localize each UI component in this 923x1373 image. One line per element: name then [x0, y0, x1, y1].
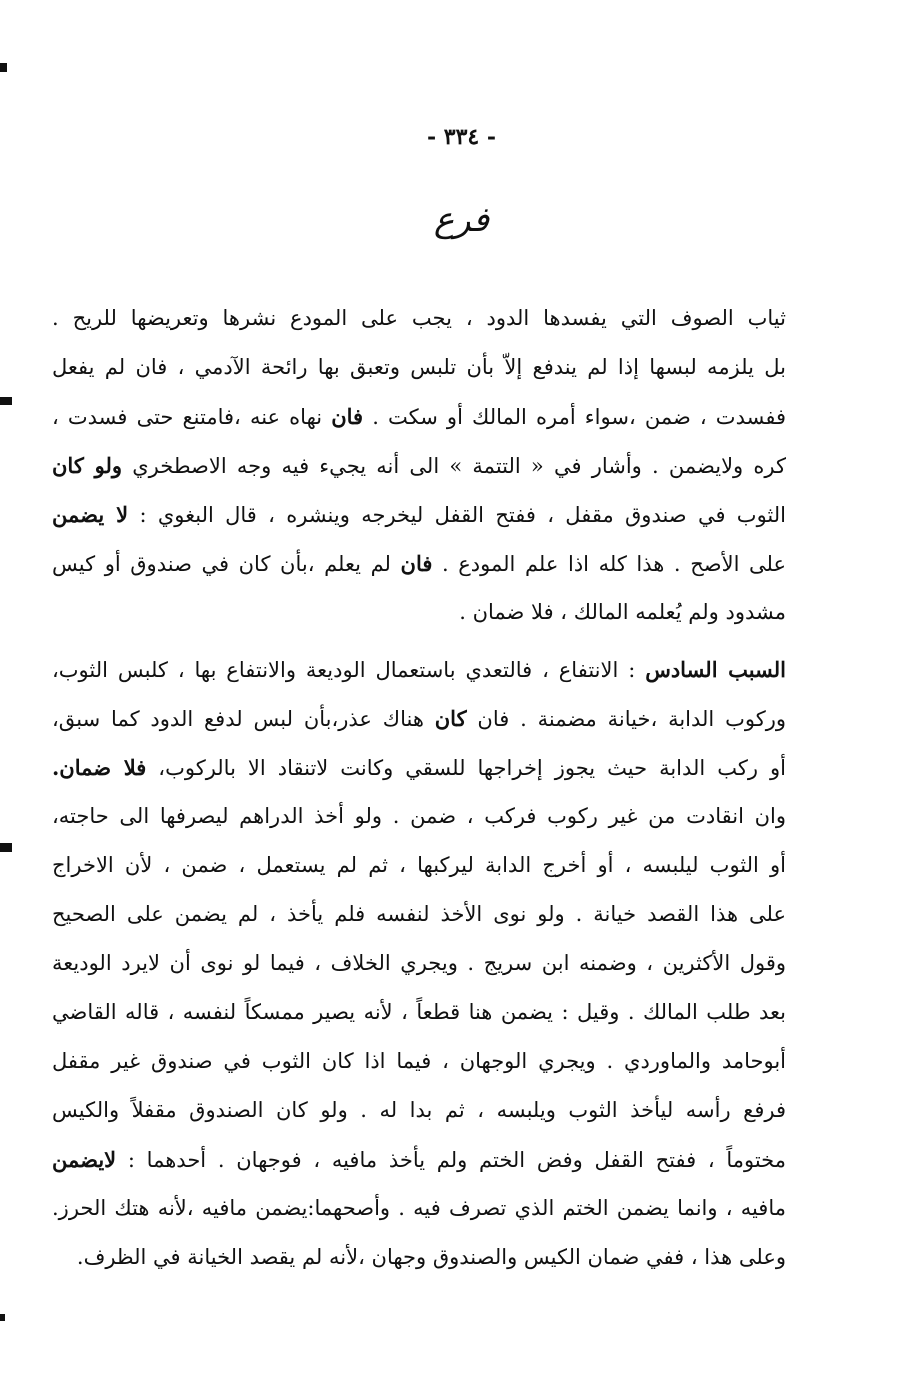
text-run: الثوب في صندوق مقفل ، ففتح القفل ليخرجه وينشره ، قال البغوي :	[128, 503, 786, 527]
text-run: بعد طلب المالك . وقيل : يضمن هنا قطعاً ، لأنه يصير ممسكاً لنفسه ، قاله القاضي	[52, 1000, 786, 1024]
text-run: أبوحامد والماوردي . ويجري الوجهان ، فيما اذا كان الثوب في صندوق غير مقفل	[52, 1049, 786, 1073]
text-line	[52, 792, 786, 841]
text-run: على الأصح . هذا كله اذا علم المودع .	[432, 552, 786, 576]
text-run: ففسدت ، ضمن ،سواء أمره المالك أو سكت .	[363, 405, 786, 429]
text-line	[52, 490, 786, 539]
text-run: فرفع رأسه ليأخذ الثوب ويلبسه ، ثم بدا له . ولو كان الصندوق مقفلاً والكيس	[52, 1098, 786, 1122]
text-line	[52, 988, 786, 1037]
text-line	[52, 588, 786, 637]
page-number: - ٣٣٤ -	[426, 124, 497, 150]
text-line	[52, 441, 786, 490]
text-run: وان انقادت من غير ركوب فركب ، ضمن . ولو أخذ الدراهم ليصرفها الى حاجته،	[52, 804, 786, 828]
text-run: كره ولايضمن . وأشار في « التتمة » الى أنه يجيء فيه وجه الاصطخري	[122, 454, 786, 478]
text-run: أو الثوب ليلبسه ، أو أخرج الدابة ليركبها ، ثم لم يستعمل ، ضمن ، لأن الاخراج	[52, 853, 786, 877]
text-line	[52, 1086, 786, 1135]
text-line	[52, 1233, 786, 1282]
left-edge-mark	[0, 843, 12, 852]
bold-text-run: لايضمن	[52, 1147, 117, 1172]
text-line	[52, 890, 786, 939]
text-run: مختوماً ، ففتح القفل وفض الختم ولم يأخذ مافيه ، فوجهان . أحدهما :	[116, 1148, 786, 1172]
text-run: : الانتفاع ، فالتعدي باستعمال الوديعة والانتفاع بها ، كلبس الثوب،	[52, 658, 646, 682]
text-line	[52, 294, 786, 343]
text-line	[52, 539, 786, 588]
text-run: لم يعلم ،بأن كان في صندوق أو كيس	[52, 552, 401, 576]
bold-text-run: ولو كان	[52, 453, 123, 478]
bold-text-run: لا يضمن	[52, 502, 129, 527]
text-line	[52, 743, 786, 792]
paragraph	[52, 294, 786, 637]
text-run: وركوب الدابة ،خيانة مضمنة . فان	[466, 707, 786, 731]
text-run: نهاه عنه ،فامتنع حتى فسدت ،	[52, 405, 332, 429]
section-heading: فرع	[433, 200, 490, 240]
left-edge-mark	[0, 63, 7, 72]
paragraph	[52, 645, 786, 1282]
text-run: وقول الأكثرين ، وضمنه ابن سريج . ويجري الخلاف ، فيما لو نوى أن لايرد الوديعة	[52, 951, 786, 975]
text-run: ثياب الصوف التي يفسدها الدود ، يجب على المودع نشرها وتعريضها للريح .	[52, 306, 786, 330]
text-run: وعلى هذا ، ففي ضمان الكيس والصندوق وجهان ،لأنه لم يقصد الخيانة في الظرف.	[76, 1245, 786, 1269]
text-line	[52, 392, 786, 441]
bold-text-run: السبب السادس	[645, 657, 786, 682]
text-run: هناك عذر،بأن لبس لدفع الدود كما سبق،	[52, 707, 435, 731]
left-edge-mark	[0, 1314, 5, 1321]
text-run: أو ركب الدابة حيث يجوز إخراجها للسقي وكانت لاتنقاد الا بالركوب،	[146, 756, 786, 780]
text-line	[52, 841, 786, 890]
text-run: على هذا القصد خيانة . ولو نوى الأخذ لنفسه فلم يأخذ ، لم يضمن على الصحيح	[52, 902, 786, 926]
text-run: مشدود ولم يُعلمه المالك ، فلا ضمان .	[459, 600, 786, 624]
text-run: مافيه ، وانما يضمن الختم الذي تصرف فيه . وأصحهما:يضمن مافيه ،لأنه هتك الحرز.	[52, 1196, 786, 1220]
body-text	[52, 294, 786, 1282]
text-line	[52, 1135, 786, 1184]
left-edge-mark	[0, 397, 12, 405]
bold-text-run: كان	[434, 706, 467, 731]
bold-text-run: فلا ضمان.	[52, 755, 147, 780]
text-run: بل يلزمه لبسها إذا لم يندفع إلاّ بأن تلبس وتعبق بها رائحة الآدمي ، فان لم يفعل	[52, 355, 786, 379]
text-line	[52, 645, 786, 694]
text-line	[52, 1184, 786, 1233]
text-line	[52, 1037, 786, 1086]
paragraph-gap	[52, 637, 786, 645]
bold-text-run: فان	[400, 551, 433, 576]
text-line	[52, 343, 786, 392]
text-line	[52, 694, 786, 743]
text-line	[52, 939, 786, 988]
bold-text-run: فان	[331, 404, 364, 429]
